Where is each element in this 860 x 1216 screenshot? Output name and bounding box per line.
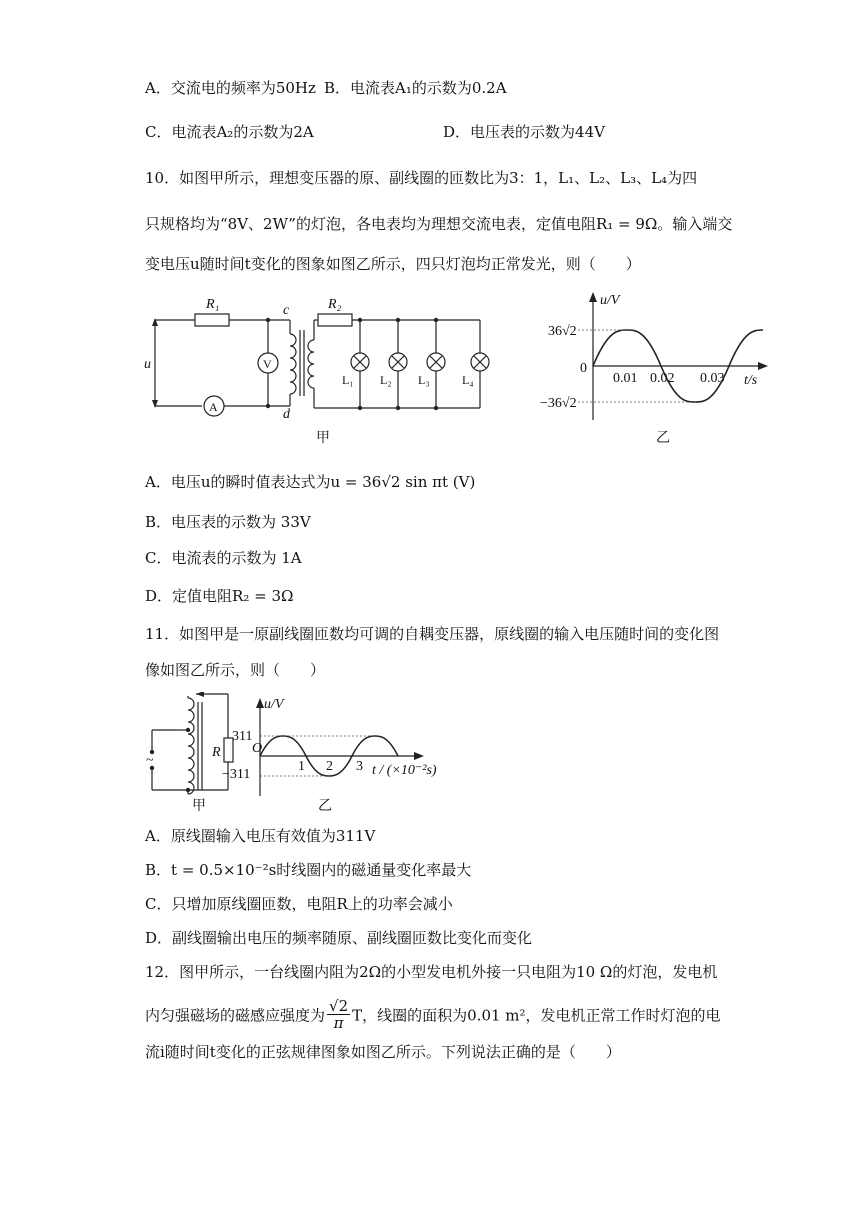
primary-coil: [290, 334, 296, 394]
label-r: R: [212, 745, 221, 760]
q10-option-d: D．定值电阻R₂ = 3Ω: [145, 587, 294, 605]
q12-line2-pre: 内匀强磁场的磁感应强度为: [145, 1006, 326, 1025]
graph-tick-1: 0.01: [613, 371, 638, 386]
graph-ymax-label: 311: [232, 729, 253, 744]
label-lamp-3: L₃: [418, 373, 430, 387]
q9-option-a: A．交流电的频率为50Hz: [145, 79, 316, 97]
label-lamp-2: L₂: [380, 373, 392, 387]
q9-option-d: D．电压表的示数为44V: [443, 123, 605, 141]
label-voltmeter: V: [263, 357, 272, 371]
label-lamp-1: L₁: [342, 373, 354, 387]
graph-x-label: t/s: [744, 373, 758, 388]
q12-stem-line2: [145, 997, 721, 1033]
q10-stem-line3: 变电压u随时间t变化的图象如图乙所示，四只灯泡均正常发光，则（ ）: [145, 255, 641, 273]
q12-fraction-num: √2: [329, 997, 349, 1015]
graph-ymax-label: 36√2: [548, 324, 577, 339]
q11-stem-line2: 像如图乙所示，则（ ）: [145, 661, 326, 679]
label-c: c: [283, 303, 290, 318]
q12-stem-line3: 流i随时间t变化的正弦规律图象如图乙所示。下列说法正确的是（ ）: [145, 1043, 621, 1061]
q12-stem-line1: 12．图甲所示，一台线圈内阻为2Ω的小型发电机外接一只电阻为10 Ω的灯泡，发电机: [145, 963, 718, 981]
graph-tick-3: 0.03: [700, 371, 725, 386]
q11-option-c: C．只增加原线圈匝数，电阻R上的功率会减小: [145, 895, 453, 913]
graph-tick-2: 0.02: [650, 371, 675, 386]
label-r1: R₁: [206, 297, 220, 312]
q12-line2-post: T，线圈的面积为0.01 m²，发电机正常工作时灯泡的电: [352, 1006, 721, 1025]
q11-stem-line1: 11．如图甲是一原副线圈匝数均可调的自耦变压器，原线圈的输入电压随时间的变化图: [145, 625, 720, 643]
q11-option-a: A．原线圈输入电压有效值为311V: [145, 827, 376, 845]
resistor-r2: [318, 314, 352, 326]
q10-voltage-graph: [530, 290, 780, 450]
caption-jia: 甲: [316, 431, 330, 446]
caption-yi: 乙: [656, 431, 670, 446]
q10-circuit-diagram: [140, 290, 500, 450]
label-ammeter: A: [209, 400, 218, 414]
label-r2: R₂: [328, 297, 342, 312]
caption-jia: 甲: [192, 799, 206, 814]
ac-source-label: ~: [146, 753, 154, 768]
graph-tick-3: 3: [356, 759, 363, 774]
q10-stem-line1: 10．如图甲所示，理想变压器的原、副线圈的匝数比为3：1，L₁、L₂、L₃、L₄为四: [145, 169, 698, 187]
lamp-l4-icon: [471, 353, 489, 371]
graph-x-label: t / (×10⁻²s): [372, 763, 437, 778]
lamp-l2-icon: [389, 353, 407, 371]
graph-origin: O: [252, 741, 263, 756]
q10-option-a: A．电压u的瞬时值表达式为u = 36√2 sin πt (V): [145, 473, 476, 491]
q10-stem-line2: 只规格均为“8V、2W”的灯泡，各电表均为理想交流电表，定值电阻R₁ = 9Ω。输入端交: [145, 215, 733, 233]
q10-option-b: B．电压表的示数为 33V: [145, 513, 311, 531]
caption-yi: 乙: [318, 799, 332, 814]
q9-option-c: C．电流表A₂的示数为2A: [145, 123, 314, 141]
lamp-l1-icon: [351, 353, 369, 371]
q12-fraction-den: π: [333, 1014, 344, 1032]
graph-y-label: u/V: [600, 293, 620, 308]
graph-ymin-label: −36√2: [540, 396, 577, 411]
resistor-r1: [195, 314, 229, 326]
q9-option-b: B．电流表A₁的示数为0.2A: [324, 79, 507, 97]
graph-tick-1: 1: [298, 759, 305, 774]
label-d: d: [283, 407, 290, 422]
lamp-l3-icon: [427, 353, 445, 371]
graph-tick-2: 2: [326, 759, 333, 774]
autotransformer-coil: [188, 698, 194, 794]
graph-y-label: u/V: [264, 697, 284, 712]
label-lamp-4: L₄: [462, 373, 474, 387]
q11-option-b: B．t = 0.5×10⁻²s时线圈内的磁通量变化率最大: [145, 861, 472, 879]
q10-option-c: C．电流表的示数为 1A: [145, 549, 302, 567]
secondary-coil: [308, 340, 314, 388]
graph-origin: 0: [580, 361, 587, 376]
q12-fraction: [327, 998, 350, 1031]
label-u: u: [144, 357, 151, 372]
graph-ymin-label: −311: [222, 767, 251, 782]
q11-option-d: D．副线圈输出电压的频率随原、副线圈匝数比变化而变化: [145, 929, 533, 947]
q11-figure: [140, 692, 450, 814]
